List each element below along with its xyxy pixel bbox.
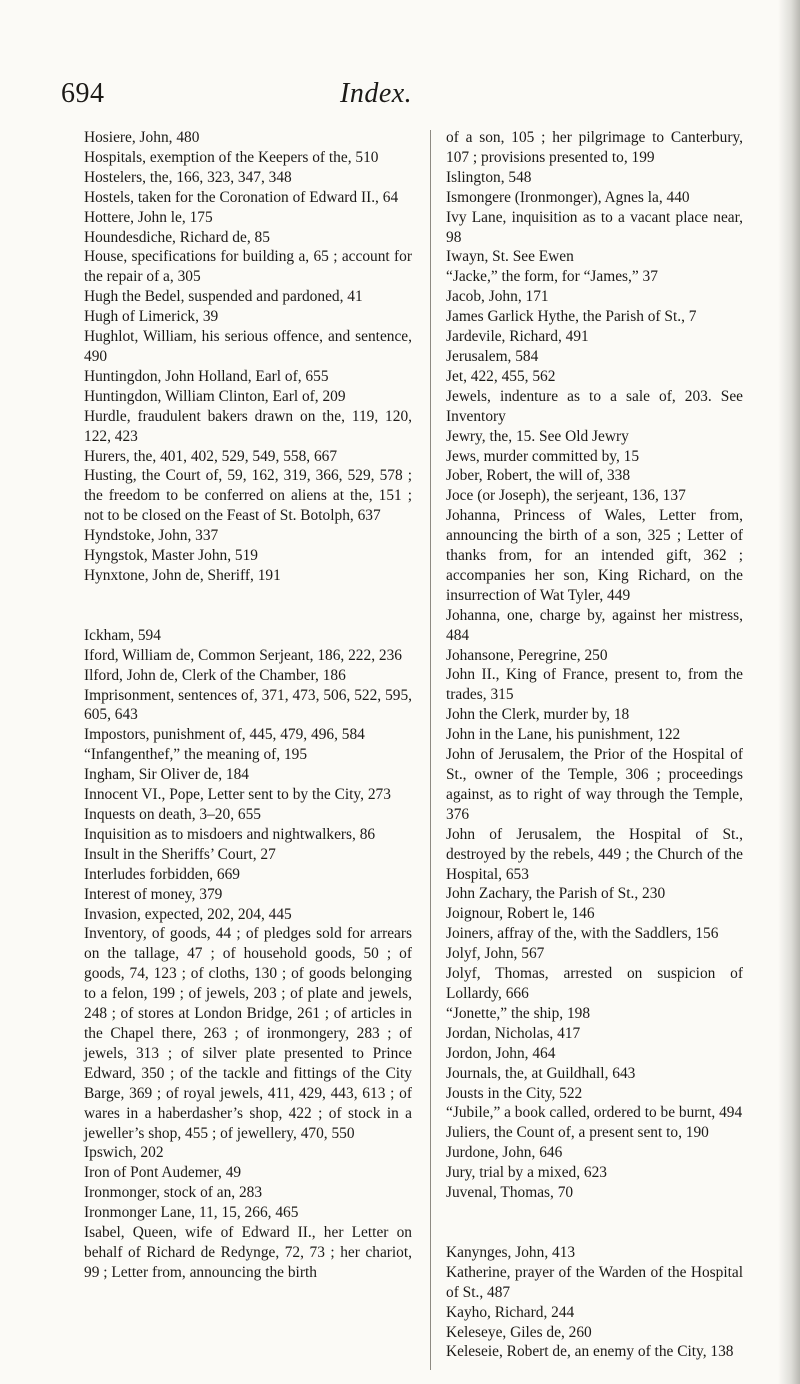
index-entry: Huntingdon, John Holland, Earl of, 655 (84, 367, 329, 385)
index-entry: Jerusalem, 584 (446, 347, 539, 365)
page-number: 694 (61, 78, 105, 109)
index-entry: Innocent VI., Pope, Letter sent to by the City, 273 (84, 786, 391, 804)
index-entry: Jury, trial by a mixed, 623 (446, 1164, 607, 1182)
index-entry: Keleseye, Giles de, 260 (446, 1323, 592, 1341)
index-entry: Joignour, Robert le, 146 (446, 905, 595, 923)
index-entry: Journals, the, at Guildhall, 643 (446, 1064, 636, 1082)
index-entry: “Jacke,” the form, for “James,” 37 (446, 268, 658, 286)
index-entry: Ipswich, 202 (84, 1144, 164, 1162)
index-entry: Jober, Robert, the will of, 338 (446, 467, 631, 485)
index-entry: Jet, 422, 455, 562 (446, 367, 556, 385)
index-entry: Hurers, the, 401, 402, 529, 549, 558, 667 (84, 447, 338, 465)
index-section-i (84, 626, 412, 1283)
index-entry: John the Clerk, murder by, 18 (446, 706, 630, 724)
index-entry: Johanna, one, charge by, against her mistress, 484 (446, 606, 743, 644)
index-entry: Invasion, expected, 202, 204, 445 (84, 905, 292, 923)
index-entry: Interest of money, 379 (84, 885, 223, 903)
index-entry: Jordan, Nicholas, 417 (446, 1024, 581, 1042)
index-entry: “Jonette,” the ship, 198 (446, 1004, 591, 1022)
index-entry: Johansone, Peregrine, 250 (446, 646, 608, 664)
index-entry: Inquisition as to misdoers and nightwalkers, 86 (84, 825, 376, 843)
page-edge-shadow (778, 0, 800, 1384)
index-entry: Hyngstok, Master John, 519 (84, 547, 258, 565)
index-entry: Jacob, John, 171 (446, 288, 549, 306)
index-entry: Ironmonger, stock of an, 283 (84, 1184, 263, 1202)
index-entry: Isabel, Queen, wife of Edward II., her Letter on behalf of Richard de Redynge, 72, 73 ; her chariot, 99 ; Letter from, announcing the birth (84, 1224, 412, 1281)
index-entry: Hostelers, the, 166, 323, 347, 348 (84, 168, 292, 186)
index-entry: Jardevile, Richard, 491 (446, 328, 589, 346)
section-gap (446, 1203, 743, 1243)
index-entry: John of Jerusalem, the Hospital of St., destroyed by the rebels, 449 ; the Church of the Hospital, 653 (446, 825, 743, 883)
index-entry: John in the Lane, his punishment, 122 (446, 726, 681, 744)
index-entry: Ivy Lane, inquisition as to a vacant place near, 98 (446, 208, 743, 246)
index-entry: Huntingdon, William Clinton, Earl of, 209 (84, 387, 346, 405)
index-entry: Insult in the Sheriffs’ Court, 27 (84, 845, 276, 863)
index-entry: “Jubile,” a book called, ordered to be burnt, 494 (446, 1104, 743, 1122)
right-column (446, 128, 743, 1362)
index-section-ij (446, 128, 743, 1203)
index-entry: Jolyf, John, 567 (446, 945, 545, 963)
index-entry: Houndesdiche, Richard de, 85 (84, 228, 270, 246)
index-entry: Islington, 548 (446, 168, 532, 186)
index-entry: Iron of Pont Audemer, 49 (84, 1164, 242, 1182)
index-entry: Kayho, Richard, 244 (446, 1303, 575, 1321)
index-entry: Joiners, affray of the, with the Saddlers, 156 (446, 925, 719, 943)
index-entry: Hottere, John le, 175 (84, 208, 213, 226)
running-title: Index. (340, 78, 413, 109)
index-entry: Keleseie, Robert de, an enemy of the City, 138 (446, 1343, 734, 1361)
index-entry: of a son, 105 ; her pilgrimage to Canterbury, 107 ; provisions presented to, 199 (446, 129, 743, 166)
index-entry: Juvenal, Thomas, 70 (446, 1184, 574, 1202)
index-entry: Johanna, Princess of Wales, Letter from, announcing the birth of a son, 325 ; Letter of thanks from, for an intended gift, 362 ; accompanies her son, King Richard, on the insurrection of Wat Tyler, 449 (446, 507, 743, 604)
index-entry: Ingham, Sir Oliver de, 184 (84, 766, 249, 784)
index-entry: John II., King of France, present to, from the trades, 315 (446, 666, 743, 704)
index-entry: Hughlot, William, his serious offence, and sentence, 490 (84, 328, 412, 365)
index-entry: Interludes forbidden, 669 (84, 865, 241, 883)
index-section-k (446, 1243, 743, 1362)
index-section-h (84, 128, 412, 586)
index-entry: Impostors, punishment of, 445, 479, 496, 584 (84, 726, 365, 744)
index-entry: Iford, William de, Common Serjeant, 186, 222, 236 (84, 646, 402, 664)
index-entry: Kanynges, John, 413 (446, 1243, 576, 1261)
index-entry: Jews, murder committed by, 15 (446, 447, 640, 465)
index-entry: Hospitals, exemption of the Keepers of the, 510 (84, 148, 379, 166)
index-entry: Ismongere (Ironmonger), Agnes la, 440 (446, 188, 690, 206)
index-entry: Jousts in the City, 522 (446, 1084, 583, 1102)
index-entry: House, specifications for building a, 65 ; account for the repair of a, 305 (84, 248, 412, 286)
index-entry: Ironmonger Lane, 11, 15, 266, 465 (84, 1204, 299, 1222)
index-entry: Inquests on death, 3–20, 655 (84, 806, 261, 823)
index-entry: Juliers, the Count of, a present sent to, 190 (446, 1124, 709, 1142)
index-entry: Inventory, of goods, 44 ; of pledges sold for arrears on the tallage, 47 ; of household goods, 50 ; of goods, 74, 123 ; of cloths, 130 ; of goods belonging to a felon, 199 ; of jewels, 203 ; of plate and jewels, 248 ; of stores at London Bridge, 261 ; of articles in the Chapel there, 263 ; of ironmongery, 283 ; of jewels, 313 ; of silver plate presented to Prince Edward, 350 ; of the tackle and fittings of the City Barge, 369 ; of royal jewels, 411, 429, 443, 613 ; of wares in a haberdasher’s shop, 422 ; of stock in a jeweller’s shop, 455 ; of jewellery, 470, 550 (84, 925, 412, 1142)
index-entry: Jordon, John, 464 (446, 1044, 556, 1062)
section-gap (84, 586, 412, 626)
index-entry: John Zachary, the Parish of St., 230 (446, 885, 666, 903)
index-entry: Jewels, indenture as to a sale of, 203. See Inventory (446, 387, 743, 425)
index-entry: Joce (or Joseph), the serjeant, 136, 137 (446, 487, 686, 505)
index-entry: Hugh the Bedel, suspended and pardoned, 41 (84, 288, 363, 306)
index-entry: Hostels, taken for the Coronation of Edward II., 64 (84, 188, 399, 206)
index-entry: Jewry, the, 15. See Old Jewry (446, 427, 629, 445)
index-entry: Ilford, John de, Clerk of the Chamber, 186 (84, 666, 346, 684)
index-entry: Hyndstoke, John, 337 (84, 527, 219, 545)
index-entry: Ickham, 594 (84, 626, 161, 644)
column-divider (430, 130, 431, 1370)
index-entry: Hugh of Limerick, 39 (84, 308, 219, 326)
index-entry: Katherine, prayer of the Warden of the Hospital of St., 487 (446, 1263, 743, 1301)
index-entry: Jurdone, John, 646 (446, 1144, 563, 1162)
index-entry: James Garlick Hythe, the Parish of St., 7 (446, 308, 697, 326)
left-column (84, 128, 412, 1283)
index-entry: Hurdle, fraudulent bakers drawn on the, 119, 120, 122, 423 (84, 407, 412, 445)
index-entry: John of Jerusalem, the Prior of the Hospital of St., owner of the Temple, 306 ; proceedings against, as to right of way through the Temple, 376 (446, 746, 743, 823)
index-entry: Hynxtone, John de, Sheriff, 191 (84, 566, 281, 584)
index-entry: “Infangenthef,” the meaning of, 195 (84, 746, 308, 764)
index-entry: Jolyf, Thomas, arrested on suspicion of Lollardy, 666 (446, 965, 743, 1002)
index-entry: Hosiere, John, 480 (84, 129, 200, 146)
index-entry: Imprisonment, sentences of, 371, 473, 506, 522, 595, 605, 643 (84, 686, 412, 724)
index-entry: Husting, the Court of, 59, 162, 319, 366, 529, 578 ; the freedom to be conferred on aliens at the, 151 ; not to be closed on the Feast of St. Botolph, 637 (84, 467, 412, 525)
index-entry: Iwayn, St. See Ewen (446, 248, 574, 266)
